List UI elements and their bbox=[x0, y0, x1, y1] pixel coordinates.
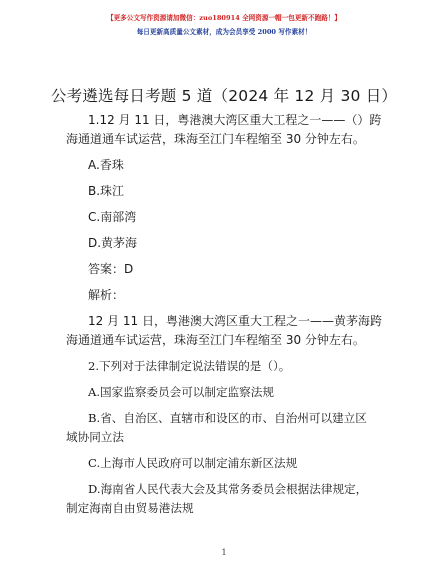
question-1-analysis-line-1: 12 月 11 日，粤港澳大湾区重大工程之一——黄茅海跨 bbox=[88, 314, 382, 328]
question-2-option-d-line-1: D.海南省人民代表大会及其常务委员会根据法律规定， bbox=[88, 482, 368, 496]
promo-banner-line-2: 每日更新高质量公文素材，成为会员享受 2000 写作素材！ bbox=[136, 28, 312, 36]
question-1-option-a: A.香珠 bbox=[88, 158, 124, 172]
question-1-analysis-label: 解析： bbox=[88, 288, 125, 302]
question-2-option-a: A.国家监察委员会可以制定监察法规 bbox=[88, 385, 274, 399]
question-1-answer: 答案：D bbox=[88, 262, 134, 276]
question-1-analysis-line-2: 海通道通车试运营，珠海至江门车程缩至 30 分钟左右。 bbox=[66, 333, 365, 347]
question-2-option-d-line-2: 制定海南自由贸易港法规 bbox=[66, 501, 194, 515]
question-2-option-b-line-1: B.省、自治区、直辖市和设区的市、自治州可以建立区 bbox=[88, 411, 367, 425]
question-1-stem-line-2: 海通道通车试运营，珠海至江门车程缩至 30 分钟左右。 bbox=[66, 132, 365, 146]
question-1-option-c: C.南部湾 bbox=[88, 210, 137, 224]
promo-banner-line-1: 【更多公文写作资源请加微信：zuo180914 全网资源一帽一包更新不跑路！】 bbox=[107, 14, 341, 22]
question-2-option-c: C.上海市人民政府可以制定浦东新区法规 bbox=[88, 456, 298, 470]
question-2-stem: 2.下列对于法律制定说法错误的是（）。 bbox=[88, 359, 291, 373]
page-number: 1 bbox=[221, 548, 227, 557]
question-1-option-d: D.黄茅海 bbox=[88, 236, 138, 250]
question-1-stem-line-1: 1.12 月 11 日，粤港澳大湾区重大工程之一——（）跨 bbox=[88, 113, 382, 127]
question-1-option-b: B.珠江 bbox=[88, 184, 125, 198]
question-2-option-b-line-2: 域协同立法 bbox=[66, 430, 124, 444]
page-title: 公考遴选每日考题 5 道（2024 年 12 月 30 日） bbox=[50, 87, 398, 105]
